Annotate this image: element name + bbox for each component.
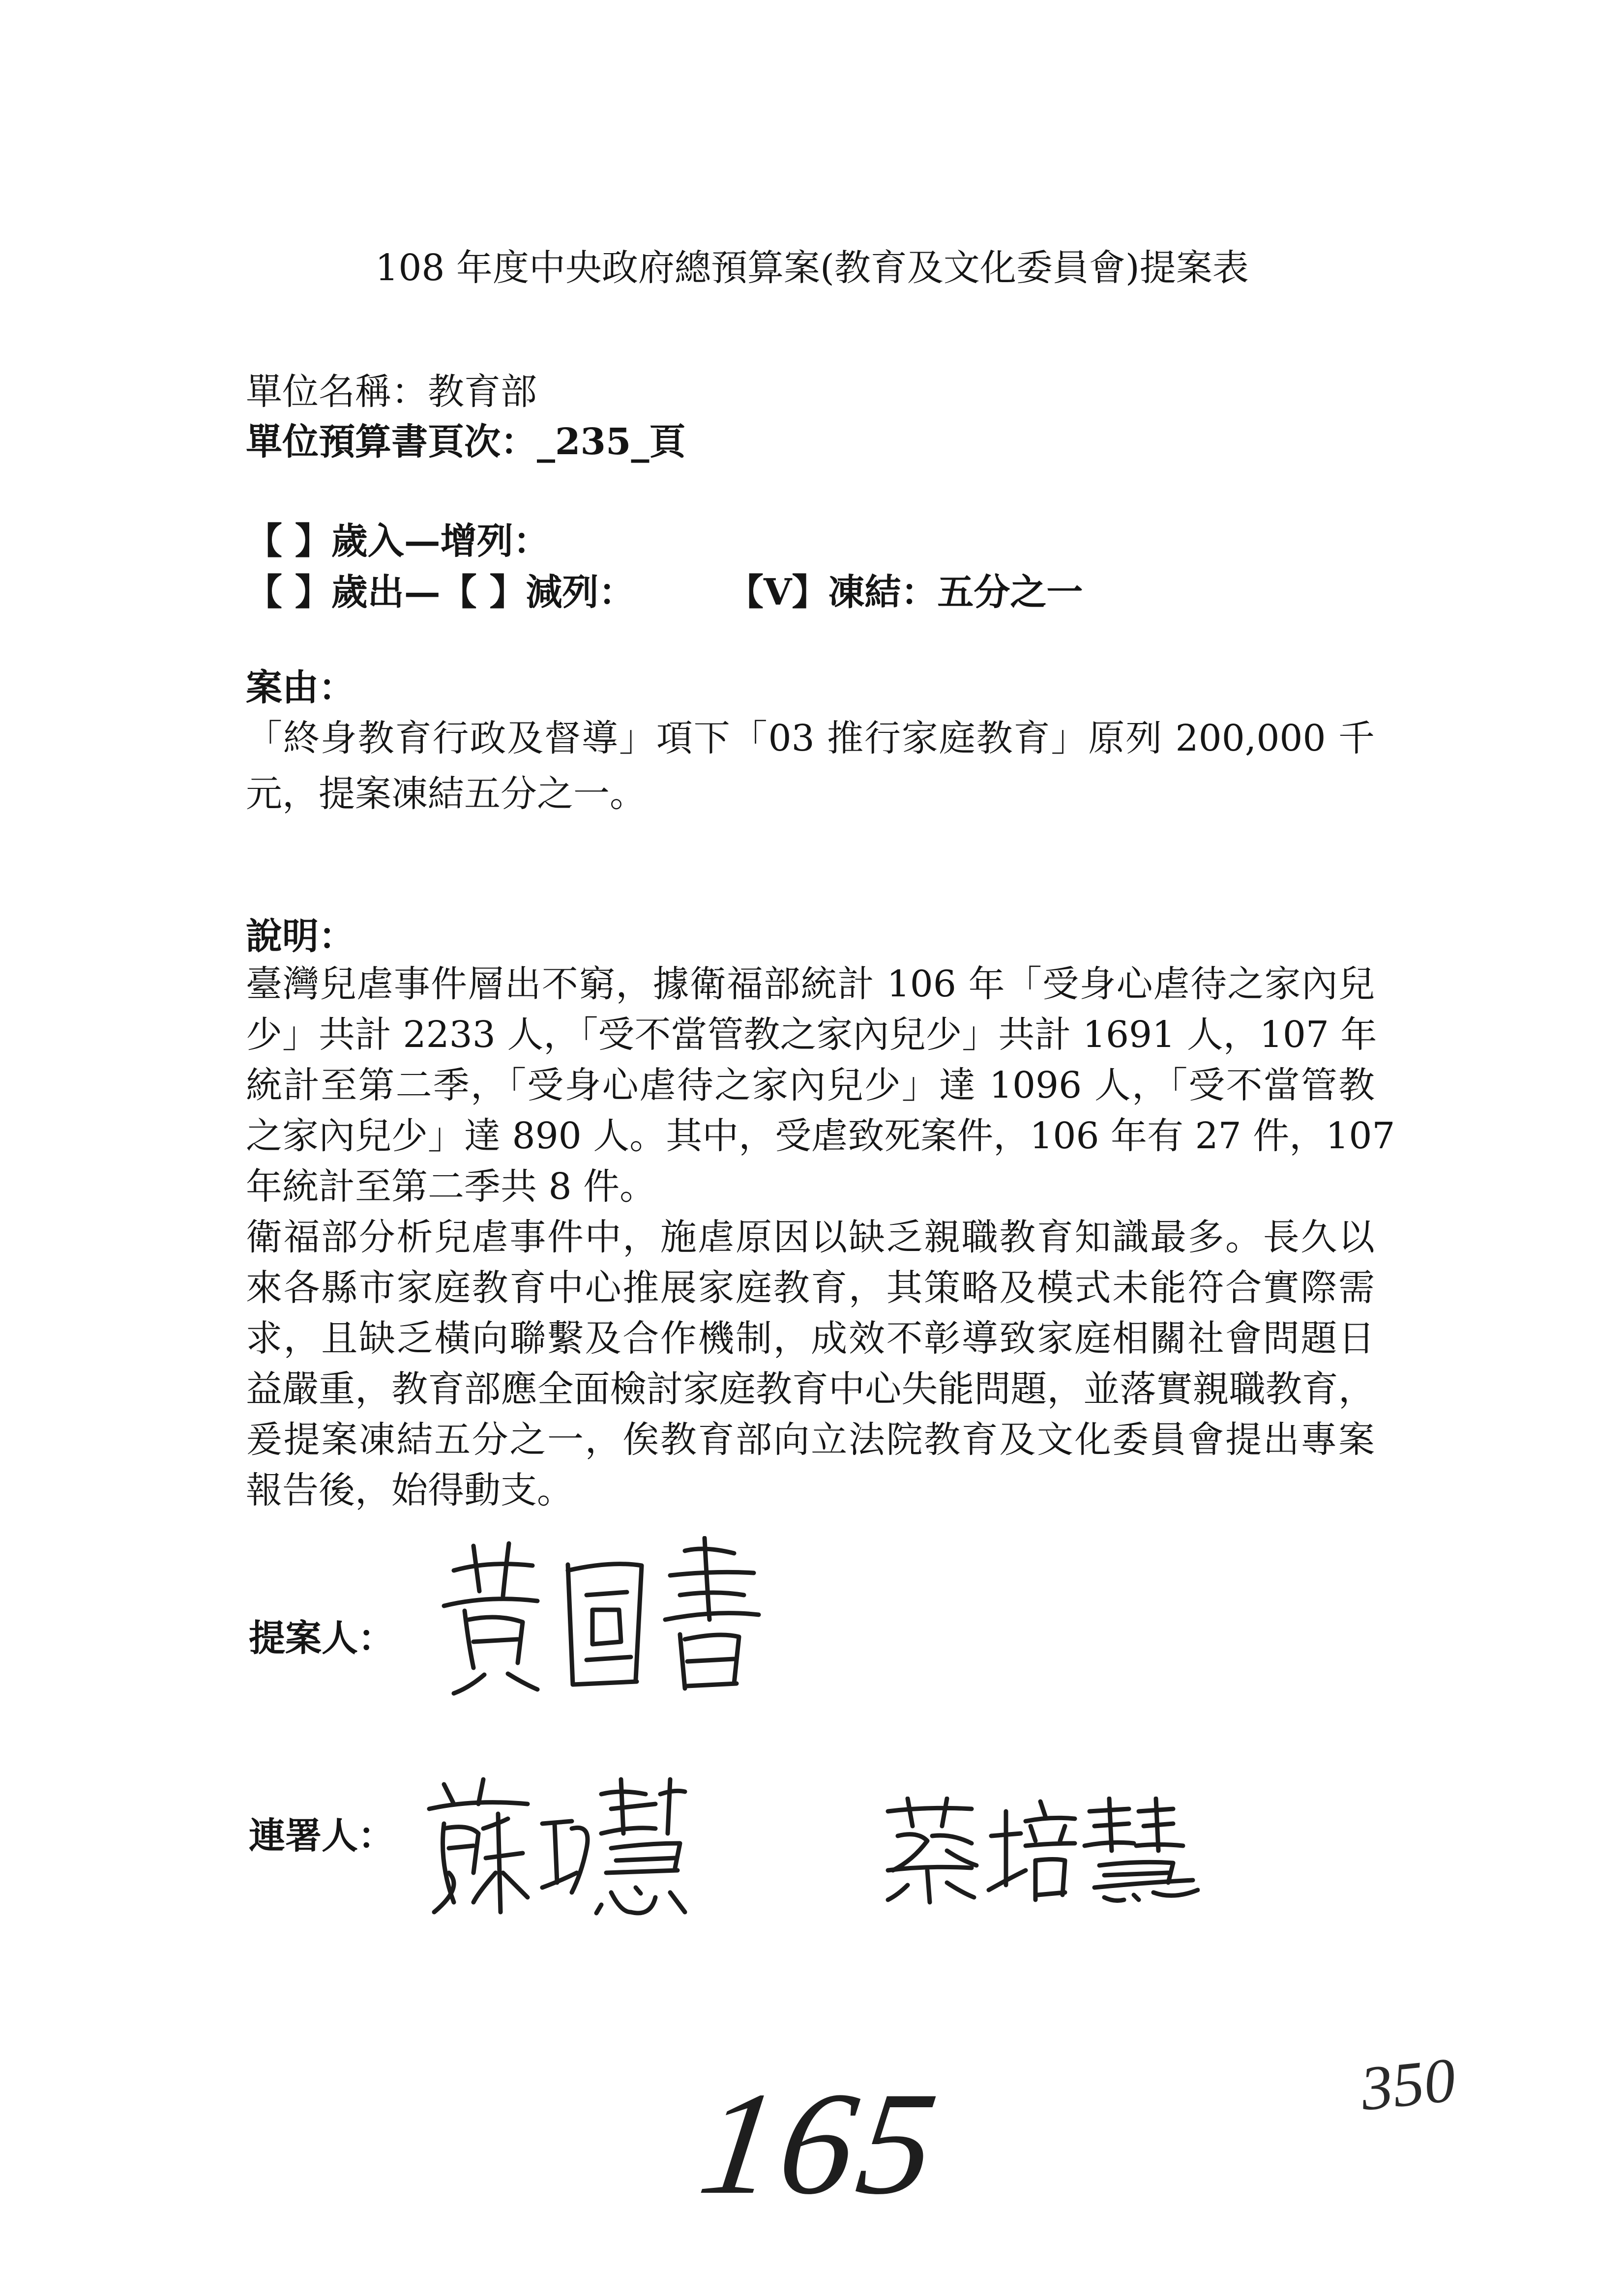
page-title: 108 年度中央政府總預算案(教育及文化委員會)提案表 xyxy=(375,247,1249,289)
signature-strokes xyxy=(444,1538,759,1693)
signature-strokes xyxy=(888,1799,1198,1902)
explanation-line: 少」共計 2233 人，「受不當管教之家內兒少」共計 1691 人，107 年 xyxy=(246,1014,1377,1056)
expenditure-option: 【 】歲出—【 】減列： xyxy=(246,571,635,613)
reason-text xyxy=(246,711,1375,822)
revenue-option: 【 】歲入—增列： xyxy=(246,520,550,562)
explanation-line: 臺灣兒虐事件層出不窮，據衛福部統計 106 年「受身心虐待之家內兒 xyxy=(246,963,1375,1005)
freeze-option: 【V】凍結：五分之一 xyxy=(727,571,1083,613)
explanation-line: 年統計至第二季共 8 件。 xyxy=(246,1165,656,1208)
explanation-line: 統計至第二季，「受身心虐待之家內兒少」達 1096 人，「受不當管教 xyxy=(246,1064,1375,1106)
explanation-line: 益嚴重，教育部應全面檢討家庭教育中心失能問題，並落實親職教育， xyxy=(246,1368,1375,1410)
handwritten-page-number: 165 xyxy=(691,2062,950,2225)
handwritten-note: 350 xyxy=(1358,2044,1459,2124)
signature-strokes xyxy=(429,1779,685,1913)
explanation-line: 之家內兒少」達 890 人。其中，受虐致死案件，106 年有 27 件，107 xyxy=(246,1115,1395,1157)
explanation-line: 爰提案凍結五分之一，俟教育部向立法院教育及文化委員會提出專案 xyxy=(246,1419,1375,1461)
cosigner-label: 連署人： xyxy=(249,1815,394,1857)
explanation-line: 來各縣市家庭教育中心推展家庭教育，其策略及模式未能符合實際需 xyxy=(246,1267,1375,1309)
unit-name: 單位名稱：教育部 xyxy=(246,371,537,413)
budget-page-reference: 單位預算書頁次：_235_頁 xyxy=(246,421,686,463)
reason-heading: 案由： xyxy=(246,667,355,709)
explanation-text xyxy=(246,959,1395,1516)
explanation-line: 衛福部分析兒虐事件中，施虐原因以缺乏親職教育知識最多。長久以 xyxy=(246,1216,1375,1258)
reason-line: 「終身教育行政及督導」項下「03 推行家庭教育」原列 200,000 千 xyxy=(246,717,1375,759)
signature-cosigner-2 xyxy=(878,1797,1200,1905)
reason-line: 元，提案凍結五分之一。 xyxy=(246,773,646,815)
signature-proposer xyxy=(439,1536,761,1697)
explanation-line: 求，且缺乏橫向聯繫及合作機制，成效不彰導致家庭相關社會問題日 xyxy=(246,1317,1375,1360)
explanation-heading: 說明： xyxy=(246,915,355,958)
proposer-label: 提案人： xyxy=(249,1617,394,1659)
explanation-line: 報告後，始得動支。 xyxy=(246,1469,573,1511)
signature-cosigner-1 xyxy=(424,1774,688,1917)
